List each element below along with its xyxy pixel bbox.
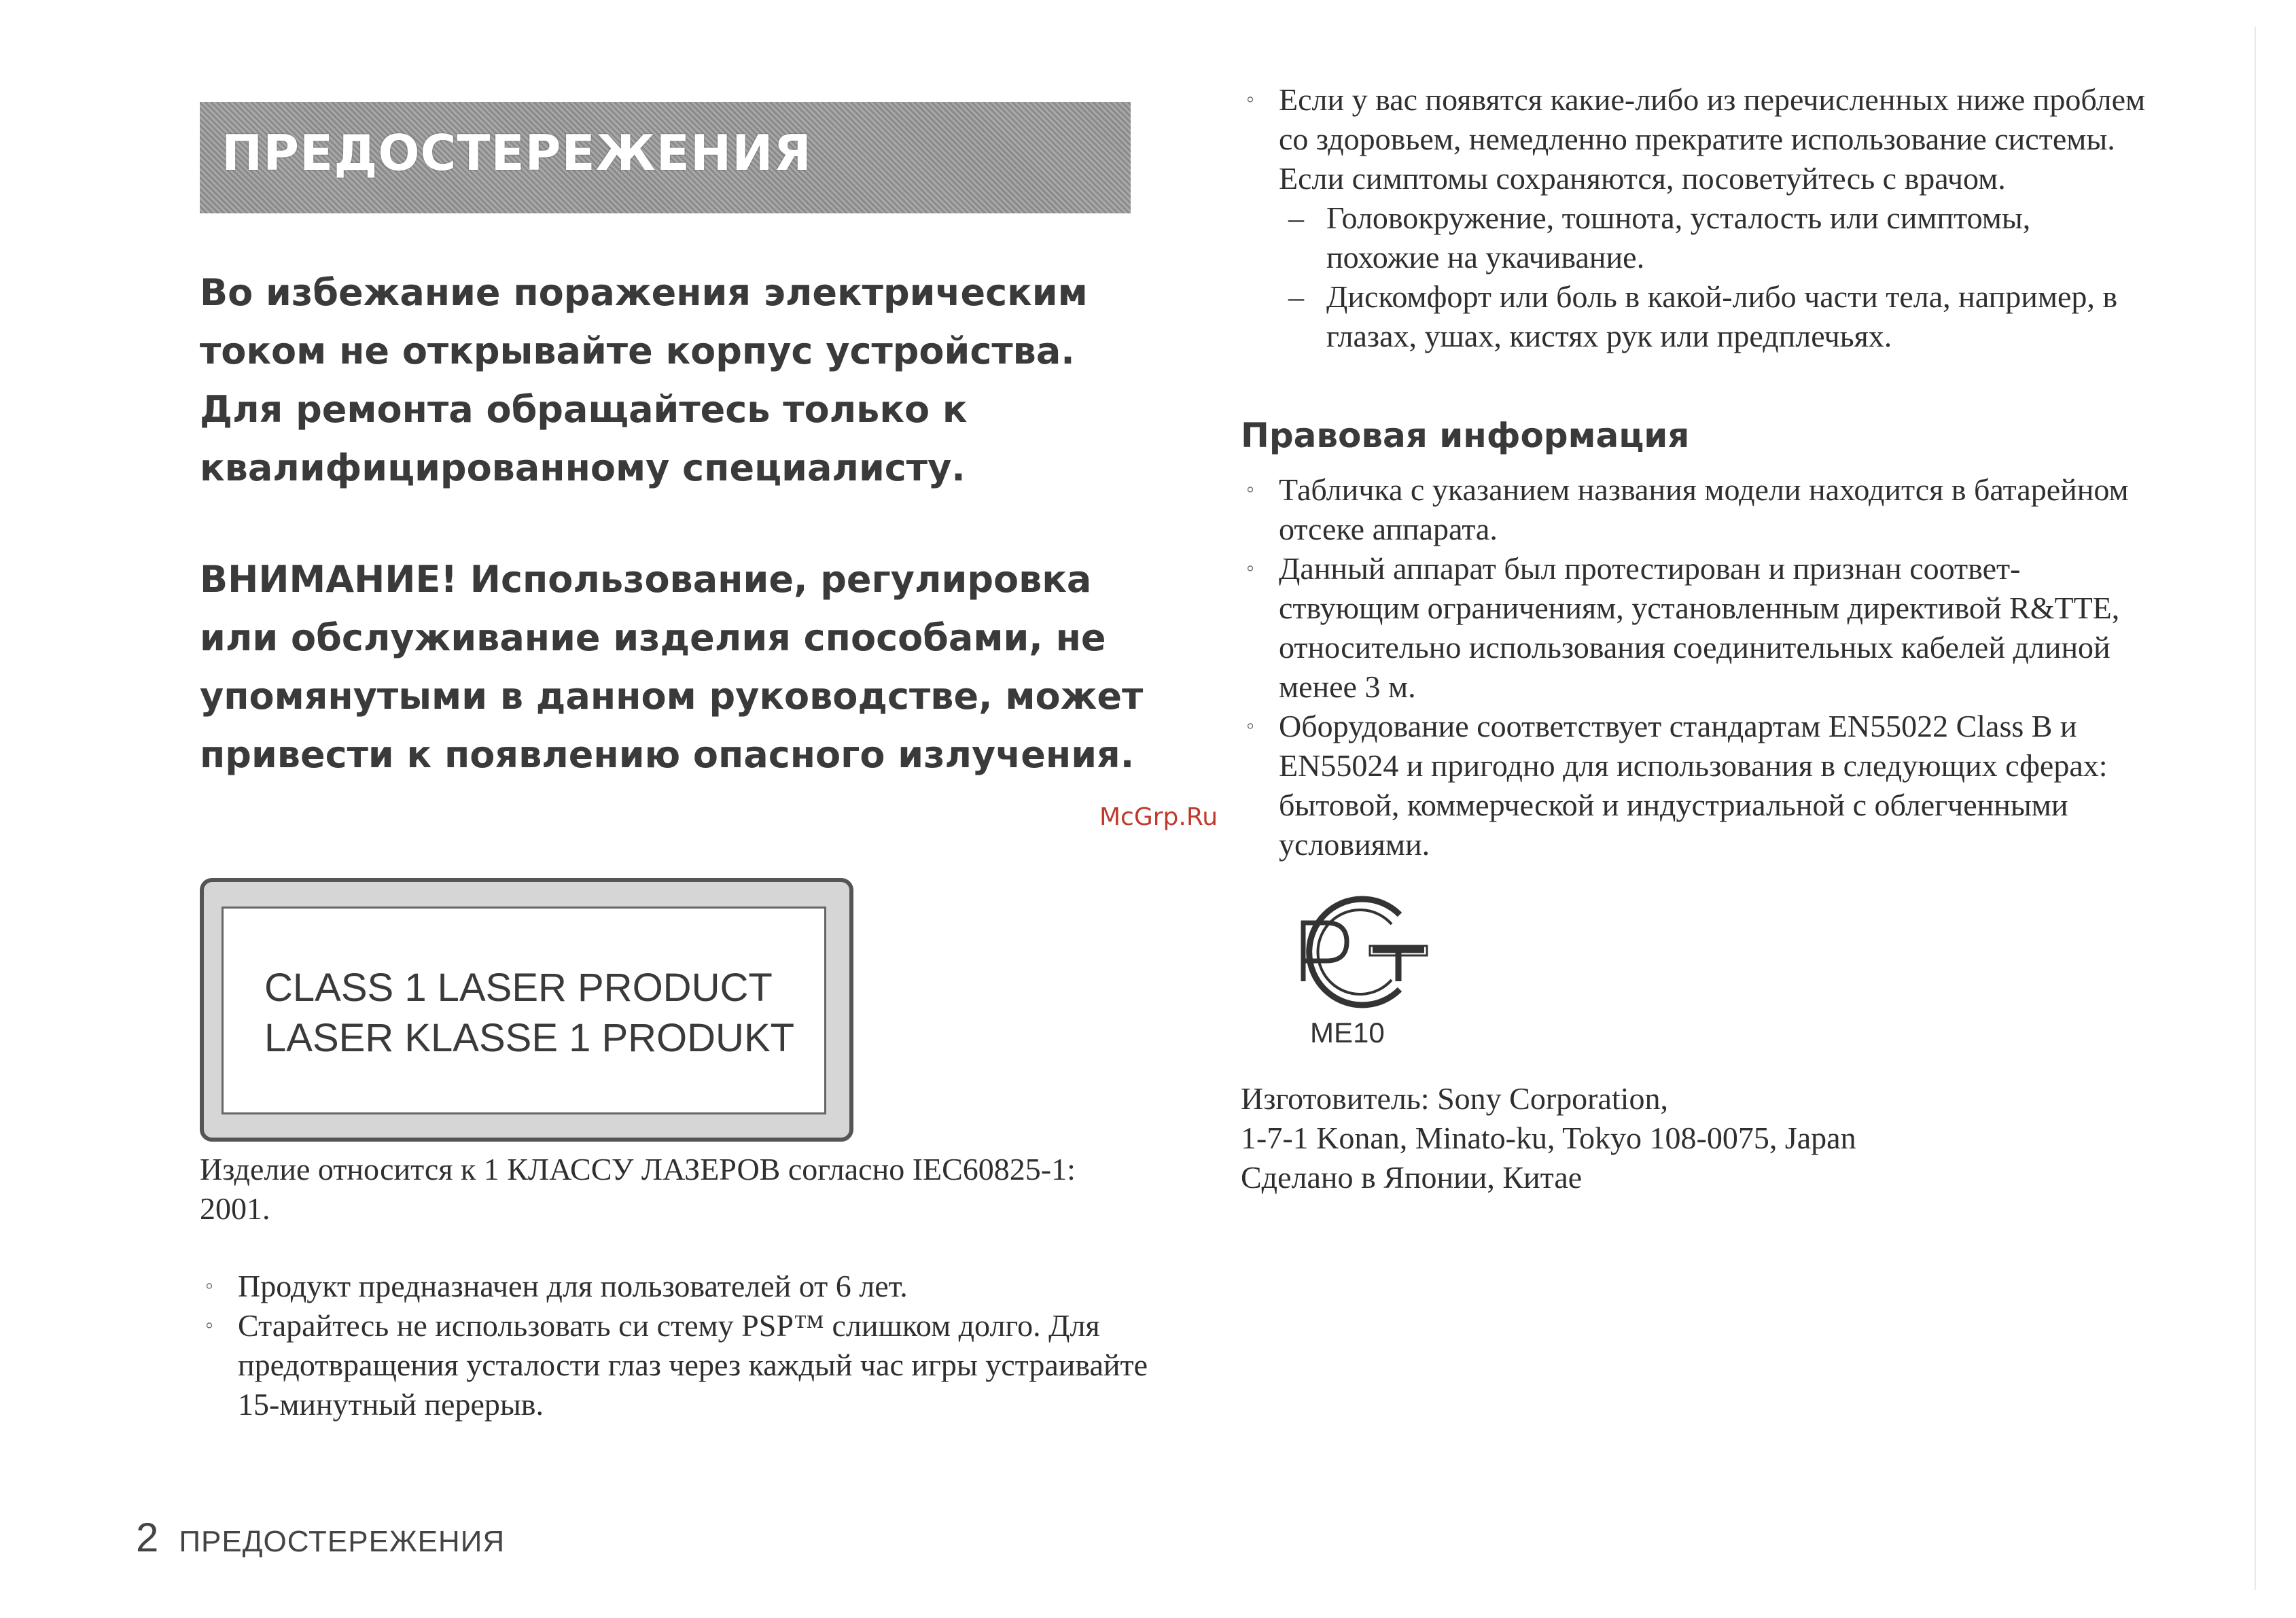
electric-shock-warning: Во избежание поражения электрическим током не открывайте корпус устройства. Для ремонта обращайтесь только к квалифицированному специалисту. (200, 271, 1088, 489)
bullet-icon: ◦ (1246, 87, 1255, 112)
symptom-text: Головокружение, тошнота, усталость или симптомы, похожие на укачивание. (1326, 200, 2031, 275)
symptom-text: Дискомфорт или боль в какой-либо части тела, например, в глазах, ушах, кистях рук или предплечьях. (1326, 279, 2118, 353)
list-item-text: Данный аппарат был протестирован и признан соответ-ствующим ограничениям, установленным директивой R&TTE, относительно использования соединительных кабелей длиной менее 3 м. (1279, 551, 2120, 704)
watermark-text: McGrp.Ru (1099, 803, 1218, 831)
list-item (1241, 80, 2151, 356)
bullet-icon: ◦ (205, 1313, 214, 1338)
bullet-icon: ◦ (205, 1273, 214, 1299)
list-item (200, 1267, 1165, 1306)
list-item (1279, 198, 2151, 277)
symptom-list (1279, 198, 2151, 356)
page-footer (136, 1514, 505, 1561)
laser-label-line-2: LASER KLASSE 1 PRODUKT (264, 1016, 795, 1060)
page-number: 2 (136, 1515, 159, 1560)
bullet-icon: ◦ (1246, 714, 1255, 739)
legal-heading: Правовая информация (1241, 416, 1690, 455)
manufacturer-line-1: Изготовитель: Sony Corporation, (1241, 1081, 1668, 1116)
list-item-text: Продукт предназначен для пользователей от 6 лет. (238, 1269, 908, 1303)
dash-icon: – (1288, 200, 1304, 235)
legal-bullet-list (1241, 470, 2151, 864)
dash-icon: – (1288, 279, 1304, 314)
manufacturer-line-3: Сделано в Японии, Китае (1241, 1160, 1583, 1195)
laser-label-text (264, 963, 794, 1063)
footer-section-title: ПРЕДОСТЕРЕЖЕНИЯ (179, 1525, 506, 1558)
page-title: ПРЕДОСТЕРЕЖЕНИЯ (222, 124, 812, 181)
certification-code: ME10 (1310, 1017, 1385, 1049)
bullet-icon: ◦ (1246, 477, 1255, 502)
list-item-text: Оборудование соответствует стандартам EN55022 Class B и EN55024 и пригодно для использования в следующих сферах: бытовой, коммерческой и индустриальной с облегченными условиями. (1279, 709, 2108, 862)
usage-bullet-list (200, 1267, 1165, 1424)
list-item (1279, 277, 2151, 356)
laser-radiation-warning: ВНИМАНИЕ! Использование, регулировка или обслуживание изделия способами, не упомянутыми в данном руководстве, может привести к появлению опасного излучения. (200, 558, 1144, 776)
page-edge-divider (2255, 27, 2256, 1590)
list-item-text: Табличка с указанием названия модели находится в батарейном отсеке аппарата. (1279, 472, 2129, 546)
laser-label-panel (222, 907, 826, 1114)
list-item (1241, 470, 2151, 549)
laser-class-note: Изделие относится к 1 КЛАССУ ЛАЗЕРОВ согласно IEC60825-1: 2001. (200, 1152, 1076, 1226)
list-item (1241, 707, 2151, 864)
bullet-icon: ◦ (1246, 556, 1255, 581)
health-warning-text: Если у вас появятся какие-либо из перечисленных ниже проблем со здоровьем, немедленно прекратите использование системы. Если симптомы сохраняются, посоветуйтесь с врачом. (1279, 82, 2146, 196)
manufacturer-info (1241, 1079, 2192, 1197)
list-item (200, 1306, 1165, 1424)
laser-label-line-1: CLASS 1 LASER PRODUCT (264, 966, 773, 1010)
health-bullet-list (1241, 80, 2151, 356)
list-item (1241, 549, 2151, 707)
manufacturer-line-2: 1-7-1 Konan, Minato-ku, Tokyo 108-0075, Japan (1241, 1121, 1856, 1155)
laser-class-label (200, 878, 853, 1142)
pct-certification-icon (1271, 894, 1441, 1010)
list-item-text: Старайтесь не использовать си стему PSP™ слишком долго. Для предотвращения усталости глаз через каждый час игры устраивайте 15-минутный перерыв. (238, 1308, 1148, 1422)
